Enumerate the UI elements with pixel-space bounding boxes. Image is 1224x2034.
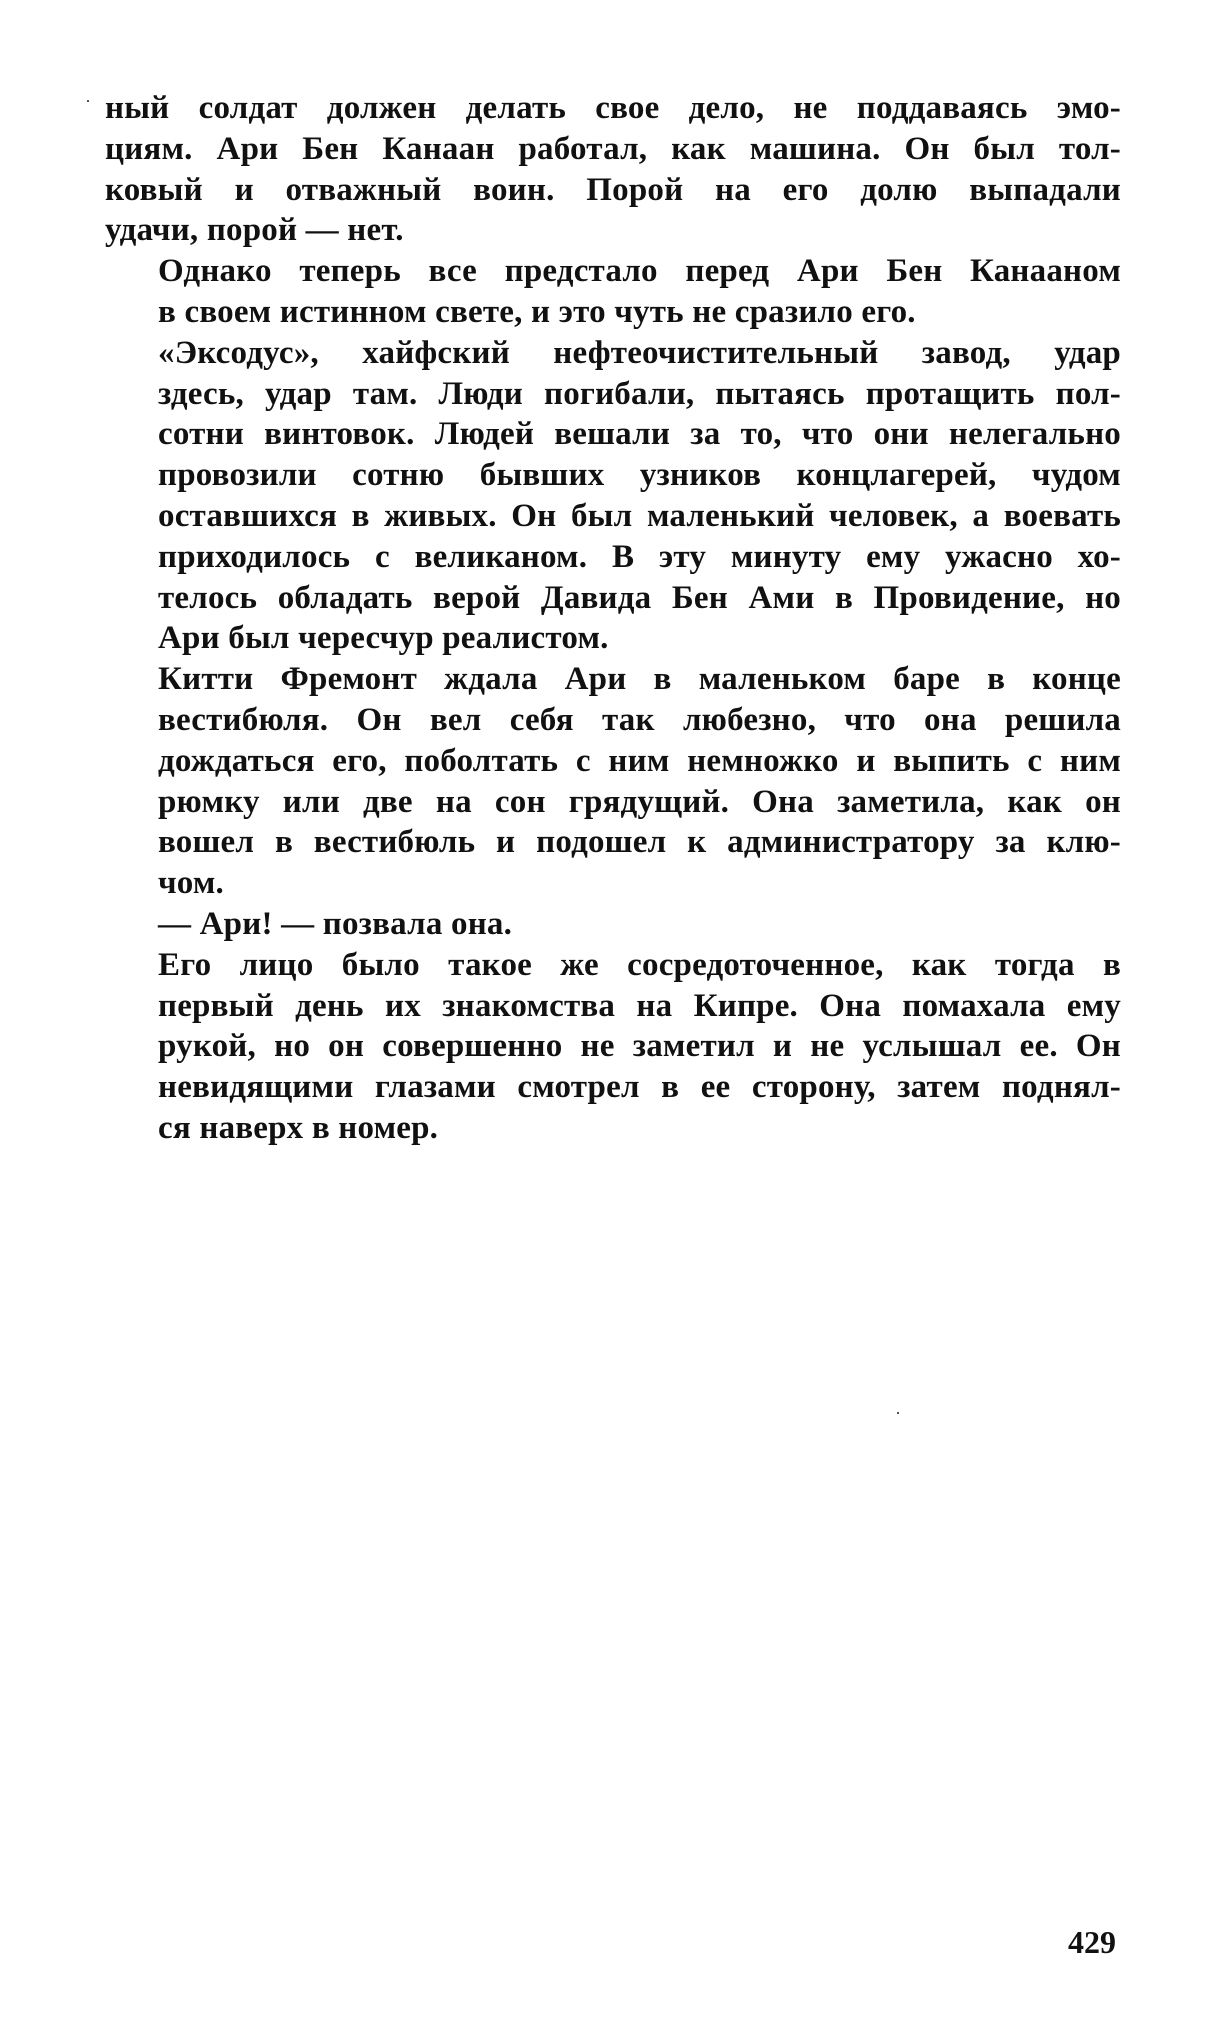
paragraph <box>105 88 1121 251</box>
paragraph <box>105 333 1121 659</box>
text-line: вошел в вестибюль и подошел к администратору за клю- <box>158 824 1121 861</box>
scan-speck <box>897 1412 899 1414</box>
text-line: Китти Фремонт ждала Ари в маленьком баре в конце <box>158 661 1121 698</box>
scan-speck <box>87 100 89 102</box>
text-line: Однако теперь все предстало перед Ари Бен Канааном <box>158 253 1121 290</box>
text-line: в своем истинном свете, и это чуть не сразило его. <box>158 293 916 330</box>
text-line: Его лицо было такое же сосредоточенное, как тогда в <box>158 946 1121 983</box>
text-line: приходилось с великаном. В эту минуту ему ужасно хо- <box>158 538 1121 575</box>
text-line: циям. Ари Бен Канаан работал, как машина. Он был тол- <box>105 130 1121 167</box>
text-line: — Ари! — позвала она. <box>158 905 513 942</box>
text-line: сотни винтовок. Людей вешали за то, что они нелегально <box>158 416 1121 453</box>
text-line: Ари был чересчур реалистом. <box>158 620 609 657</box>
text-flow <box>105 88 1121 1149</box>
paragraph <box>105 945 1121 1149</box>
text-line: первый день их знакомства на Кипре. Она помахала ему <box>158 987 1121 1024</box>
text-line: провозили сотню бывших узников концлагерей, чудом <box>158 457 1121 494</box>
text-line: ный солдат должен делать свое дело, не поддаваясь эмо- <box>105 90 1121 126</box>
paragraph <box>105 659 1121 904</box>
text-line: дождаться его, поболтать с ним немножко и выпить с ним <box>158 742 1121 779</box>
page-number: 429 <box>1068 1924 1116 1960</box>
paragraph <box>105 904 1121 945</box>
page-body <box>105 88 1121 1149</box>
text-line: ся наверх в номер. <box>158 1109 439 1146</box>
text-line: ковый и отважный воин. Порой на его долю выпадали <box>105 171 1121 208</box>
paragraph <box>105 251 1121 333</box>
text-line: удачи, порой — нет. <box>105 212 404 249</box>
text-line: невидящими глазами смотрел в ее сторону, затем поднял- <box>158 1069 1121 1106</box>
text-line: телось обладать верой Давида Бен Ами в Провидение, но <box>158 579 1121 616</box>
text-line: «Эксодус», хайфский нефтеочистительный завод, удар <box>158 334 1121 371</box>
text-line: рюмку или две на сон грядущий. Она заметила, как он <box>158 783 1121 820</box>
text-line: вестибюля. Он вел себя так любезно, что она решила <box>158 701 1121 738</box>
text-line: рукой, но он совершенно не заметил и не услышал ее. Он <box>158 1028 1121 1065</box>
text-line: оставшихся в живых. Он был маленький человек, а воевать <box>158 497 1121 534</box>
text-line: здесь, удар там. Люди погибали, пытаясь протащить пол- <box>158 375 1121 412</box>
text-line: чом. <box>158 865 225 902</box>
